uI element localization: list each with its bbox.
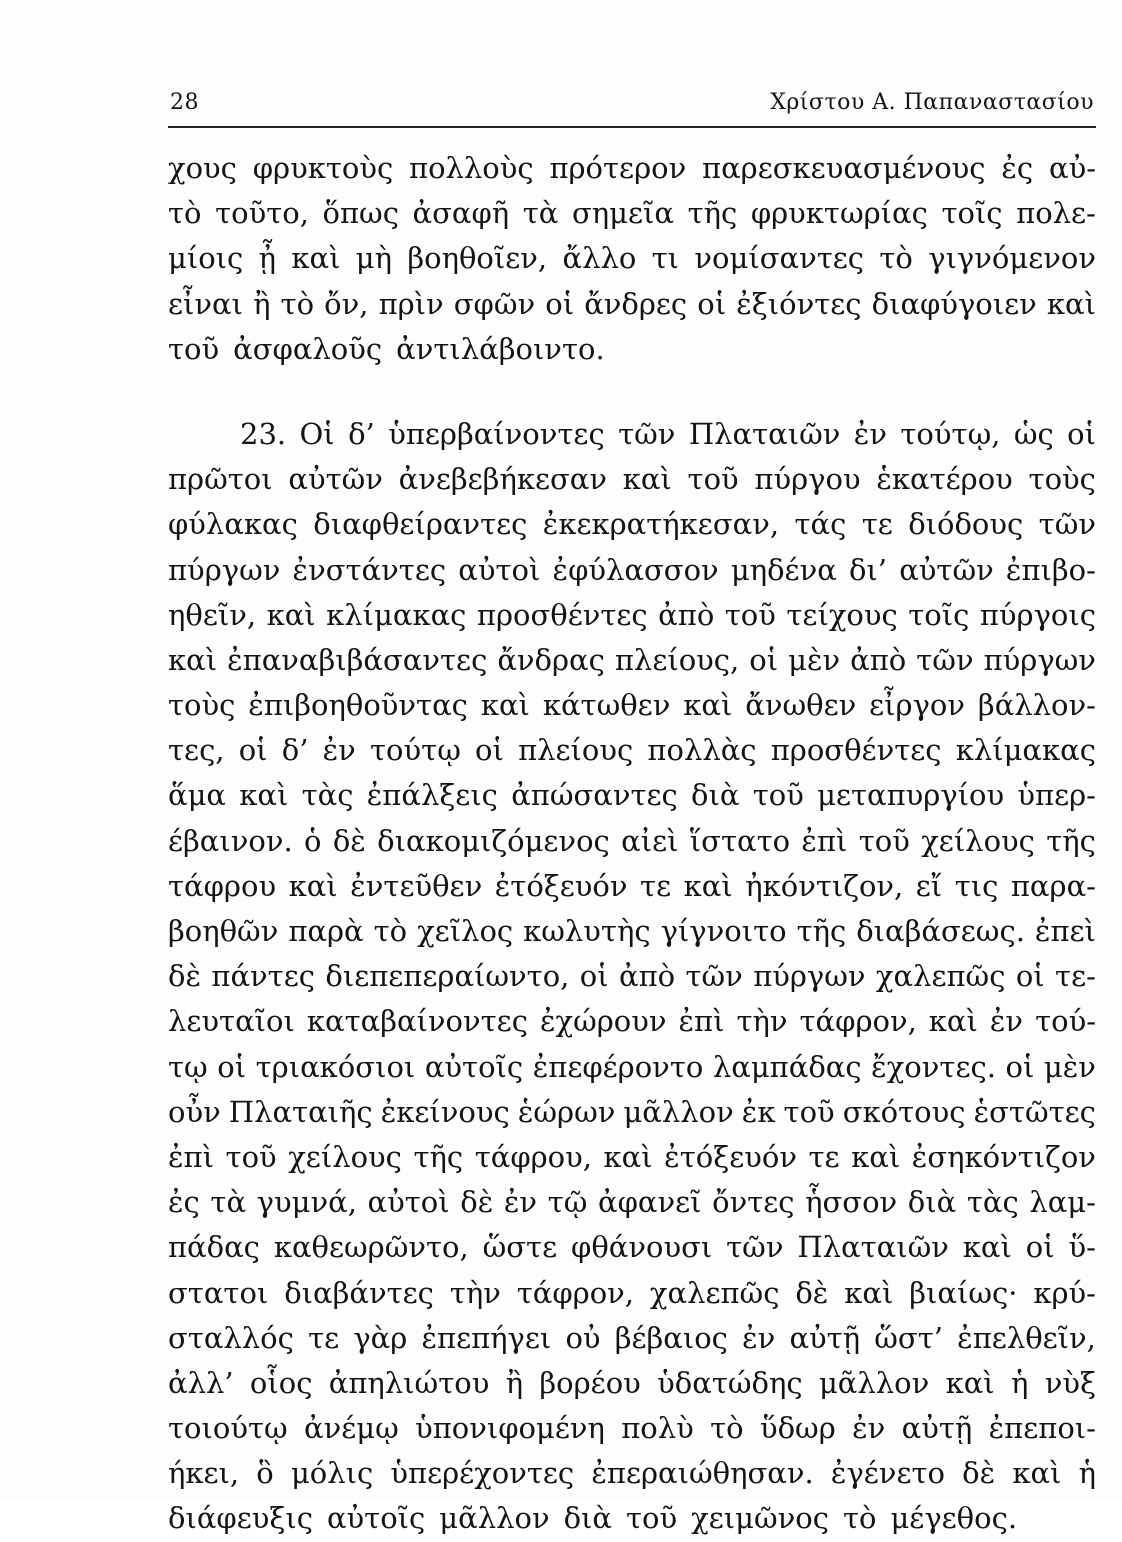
text-line: εἶναι ἢ τὸ ὄν, πρὶν σφῶν οἱ ἄνδρες οἱ ἐξιόντες διαφύγοιεν καὶ [168, 286, 1096, 321]
running-head [170, 88, 1094, 118]
text-line: πύργων ἐνστάντες αὐτοὶ ἐφύλασσον μηδένα δι’ αὐτῶν ἐπιβο- [168, 552, 1096, 587]
text-line: 23. Οἱ δ’ ὑπερβαίνοντες τῶν Πλαταιῶν ἐν τούτῳ, ὡς οἱ [240, 416, 1096, 451]
text-line: πρῶτοι αὐτῶν ἀνεβεβήκεσαν καὶ τοῦ πύργου ἑκατέρου τοὺς [168, 462, 1096, 497]
text-line: βοηθῶν παρὰ τὸ χεῖλος κωλυτὴς γίγνοιτο τῆς διαβάσεως. ἐπεὶ [168, 914, 1096, 948]
text-line: τοιούτῳ ἀνέμῳ ὑπονιφομένη πολὺ τὸ ὕδωρ ἐν αὐτῇ ἐπεποι- [168, 1411, 1096, 1446]
text-line: τάφρου καὶ ἐντεῦθεν ἐτόξευόν τε καὶ ἠκόντιζον, εἴ τις παρα- [168, 868, 1096, 903]
text-line: ἅμα καὶ τὰς ἐπάλξεις ἀπώσαντες διὰ τοῦ μεταπυργίου ὑπερ- [168, 778, 1096, 813]
text-line: ηθεῖν, καὶ κλίμακας προσθέντες ἀπὸ τοῦ τείχους τοῖς πύργοις [168, 597, 1096, 632]
text-line: φύλακας διαφθείραντες ἐκεκρατήκεσαν, τάς τε διόδους τῶν [168, 507, 1096, 542]
text-line: διάφευξις αὐτοῖς μᾶλλον διὰ τοῦ χειμῶνος τὸ μέγεθος. [168, 1501, 1018, 1536]
body-text [168, 146, 1096, 1542]
text-line: δὲ πάντες διεπεπεραίωντο, οἱ ἀπὸ τῶν πύργων χαλεπῶς οἱ τε- [168, 959, 1096, 994]
paragraph-1 [168, 146, 1096, 372]
text-line: καὶ ἐπαναβιβάσαντες ἄνδρας πλείους, οἱ μὲν ἀπὸ τῶν πύργων [168, 642, 1096, 677]
text-line: τοὺς ἐπιβοηθοῦντας καὶ κάτωθεν καὶ ἄνωθεν εἶργον βάλλον- [168, 688, 1096, 723]
text-line: μίοις ᾖ καὶ μὴ βοηθοῖεν, ἄλλο τι νομίσαντες τὸ γιγνόμενον [168, 241, 1096, 276]
text-line: τῳ οἱ τριακόσιοι αὐτοῖς ἐπεφέροντο λαμπάδας ἔχοντες. οἱ μὲν [168, 1049, 1096, 1084]
text-line: σταλλός τε γὰρ ἐπεπήγει οὐ βέβαιος ἐν αὐτῇ ὥστ’ ἐπελθεῖν, [168, 1320, 1096, 1355]
text-line: οὖν Πλαταιῆς ἐκείνους ἑώρων μᾶλλον ἐκ τοῦ σκότους ἑστῶτες [168, 1094, 1096, 1129]
text-line: στατοι διαβάντες τὴν τάφρον, χαλεπῶς δὲ καὶ βιαίως· κρύ- [168, 1275, 1096, 1310]
text-line: χους φρυκτοὺς πολλοὺς πρότερον παρεσκευασμένους ἐς αὐ- [168, 151, 1096, 185]
paragraph-23 [168, 412, 1096, 1542]
text-line: πάδας καθεωρῶντο, ὥστε φθάνουσι τῶν Πλαταιῶν καὶ οἱ ὕ- [168, 1230, 1096, 1265]
text-line: τὸ τοῦτο, ὅπως ἀσαφῆ τὰ σημεῖα τῆς φρυκτωρίας τοῖς πολε- [168, 196, 1096, 231]
running-title: Χρίστου Α. Παπαναστασίου [770, 90, 1094, 115]
text-line: έβαινον. ὁ δὲ διακομιζόμενος αἰεὶ ἵστατο ἐπὶ τοῦ χείλους τῆς [168, 823, 1096, 858]
text-line: τοῦ ἀσφαλοῦς ἀντιλάβοιντο. [168, 331, 605, 366]
header-rule [168, 126, 1096, 128]
text-line: ἐς τὰ γυμνά, αὐτοὶ δὲ ἐν τῷ ἀφανεῖ ὄντες ἧσσον διὰ τὰς λαμ- [168, 1185, 1096, 1220]
text-line: τες, οἱ δ’ ἐν τούτῳ οἱ πλείους πολλὰς προσθέντες κλίμακας [168, 733, 1096, 768]
text-line: ἐπὶ τοῦ χείλους τῆς τάφρου, καὶ ἐτόξευόν τε καὶ ἐσηκόντιζον [168, 1139, 1096, 1174]
text-line: ἀλλ’ οἷος ἀπηλιώτου ἢ βορέου ὑδατώδης μᾶλλον καὶ ἡ νὺξ [168, 1365, 1096, 1400]
text-line: λευταῖοι καταβαίνοντες ἐχώρουν ἐπὶ τὴν τάφρον, καὶ ἐν τού- [168, 1004, 1096, 1039]
text-line: ήκει, ὃ μόλις ὑπερέχοντες ἐπεραιώθησαν. ἐγένετο δὲ καὶ ἡ [168, 1456, 1096, 1491]
paragraph-gap [168, 372, 1096, 412]
page-number: 28 [170, 90, 199, 115]
